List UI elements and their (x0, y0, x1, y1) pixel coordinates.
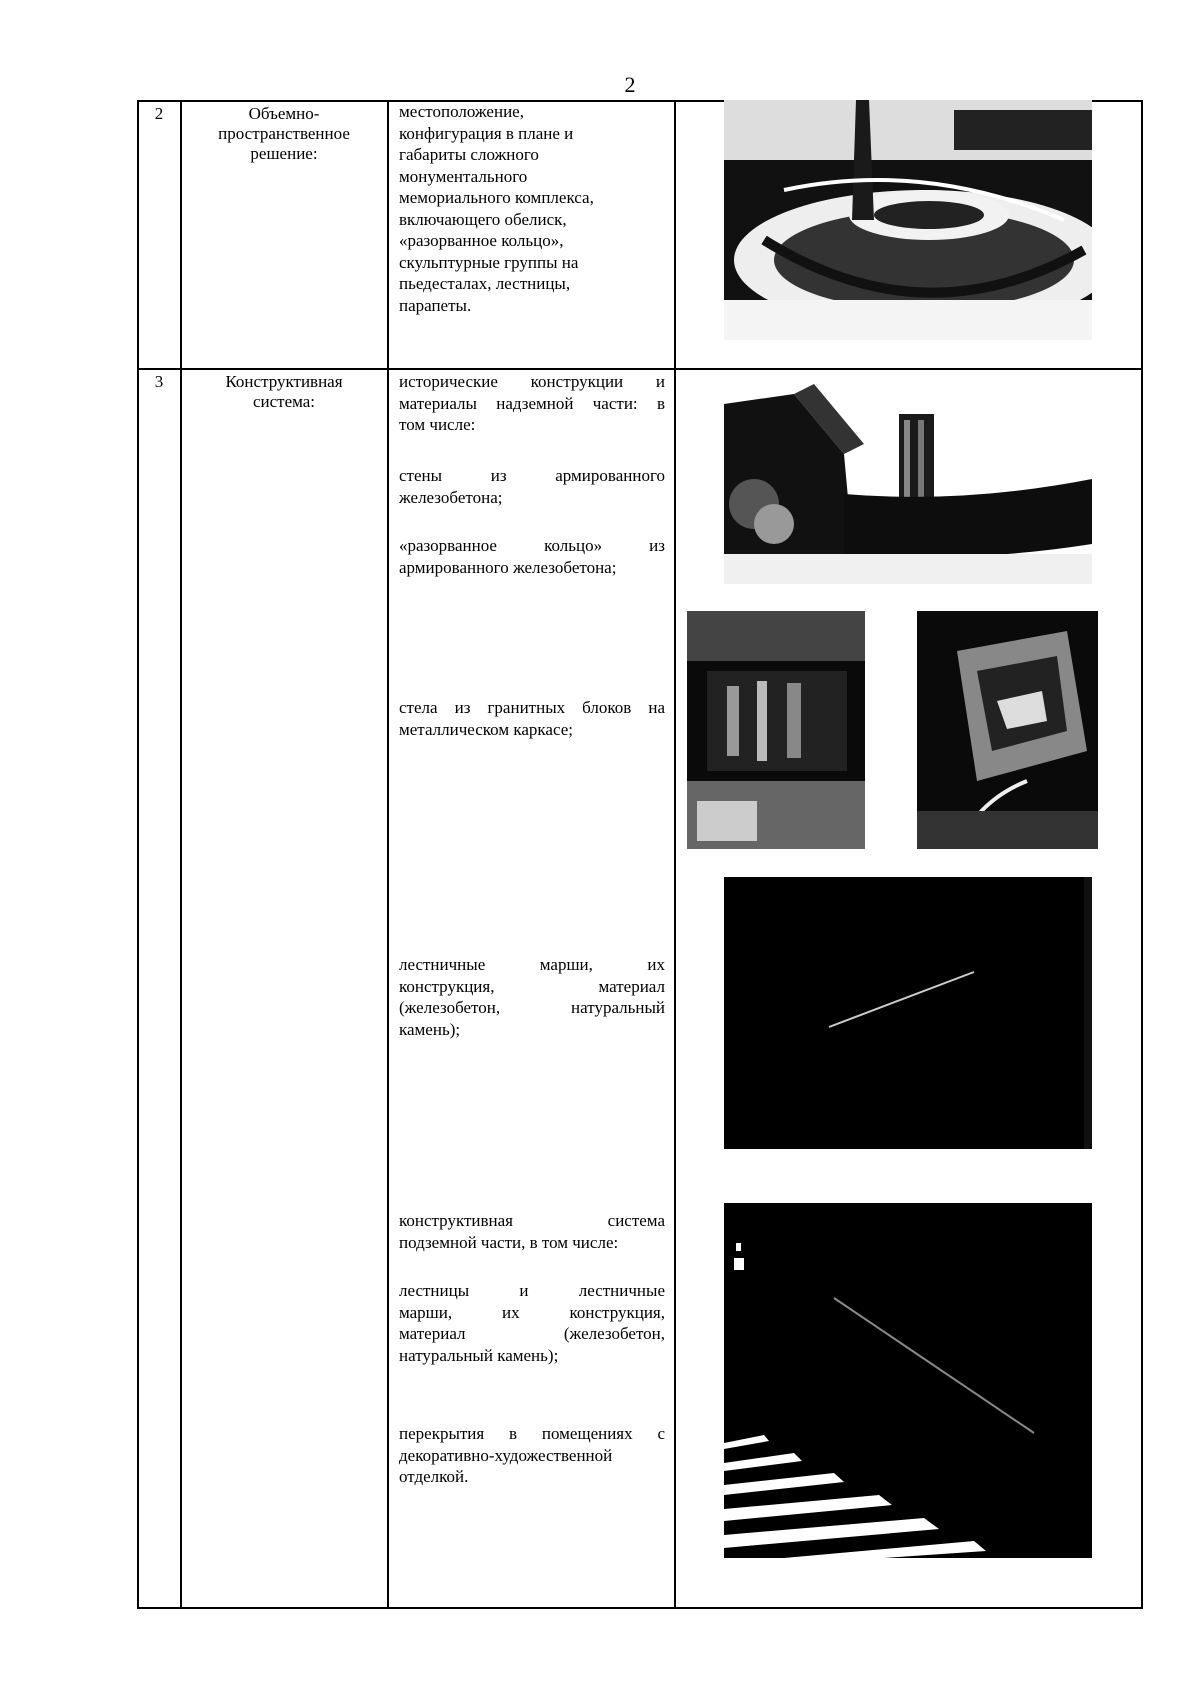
text-line: марши, их конструкция, (399, 1302, 665, 1322)
description-block (399, 465, 665, 508)
row-title-line: Объемно- (248, 104, 320, 123)
text-line: лестничные марши, их (399, 955, 665, 974)
photo-stele-right (917, 611, 1098, 849)
text-line: лестницы и лестничные (399, 1281, 665, 1300)
table-border-left (137, 100, 139, 1609)
text-line: декоративно-художественной (399, 1445, 613, 1465)
text-line: включающего обелиск, (399, 209, 567, 229)
row-title-line: Конструктивная (225, 372, 343, 391)
photo-ring-walls (724, 384, 1092, 584)
description-block (399, 697, 665, 740)
row-number: 3 (154, 372, 164, 391)
photo-stair-flights (724, 877, 1092, 1149)
row-title-line: система: (252, 392, 316, 411)
row-title (182, 372, 386, 412)
text-line: материал (железобетон, (399, 1324, 665, 1343)
text-line: местоположение, (399, 102, 524, 121)
column-divider-3 (674, 100, 676, 1609)
text-line: «разорванное кольцо», (399, 231, 564, 250)
description-block (399, 1423, 665, 1488)
row-title-line: пространственное (218, 124, 350, 143)
text-line: скульптурные группы на (399, 252, 579, 272)
text-line: парапеты. (399, 295, 472, 315)
photo-stele-left (687, 611, 865, 849)
description-block (399, 1210, 665, 1253)
table-row-divider (137, 368, 1143, 370)
text-line: (железобетон, натуральный (399, 998, 665, 1017)
description-block (399, 1280, 665, 1366)
description-block (399, 954, 665, 1040)
text-line: габариты сложного (399, 145, 539, 164)
page-number: 2 (624, 72, 636, 97)
photo-underground-stairs (724, 1203, 1092, 1558)
text-line: металлическом каркасе; (399, 719, 573, 739)
text-line: конструкция, материал (399, 976, 665, 996)
text-line: подземной части, в том числе: (399, 1232, 619, 1252)
column-divider-2 (387, 100, 389, 1609)
text-line: отделкой. (399, 1467, 469, 1486)
row-title-line: решение: (250, 144, 318, 163)
text-line: железобетона; (399, 487, 503, 507)
text-line: исторические конструкции и (399, 372, 665, 391)
column-divider-1 (180, 100, 182, 1609)
row-title (182, 104, 386, 164)
description-block (399, 371, 665, 436)
text-line: стела из гранитных блоков на (399, 698, 665, 717)
text-line: натуральный камень); (399, 1345, 559, 1365)
text-line: мемориального комплекса, (399, 188, 594, 207)
text-line: пьедесталах, лестницы, (399, 274, 571, 293)
text-line: материалы надземной части: в (399, 393, 665, 413)
description-block (399, 535, 665, 578)
text-line: перекрытия в помещениях с (399, 1424, 665, 1443)
text-line: том числе: (399, 415, 476, 434)
table-border-right (1141, 100, 1143, 1609)
photo-memorial-complex (724, 100, 1092, 340)
row-number: 2 (154, 104, 164, 123)
text-line: монументального (399, 166, 528, 186)
text-line: конфигурация в плане и (399, 123, 574, 143)
text-line: конструктивная система (399, 1211, 665, 1230)
text-line: стены из армированного (399, 466, 665, 485)
text-line: камень); (399, 1019, 461, 1039)
table-border-bottom (137, 1607, 1143, 1609)
text-line: армированного железобетона; (399, 557, 617, 577)
text-line: «разорванное кольцо» из (399, 536, 665, 555)
description-block (399, 101, 665, 316)
